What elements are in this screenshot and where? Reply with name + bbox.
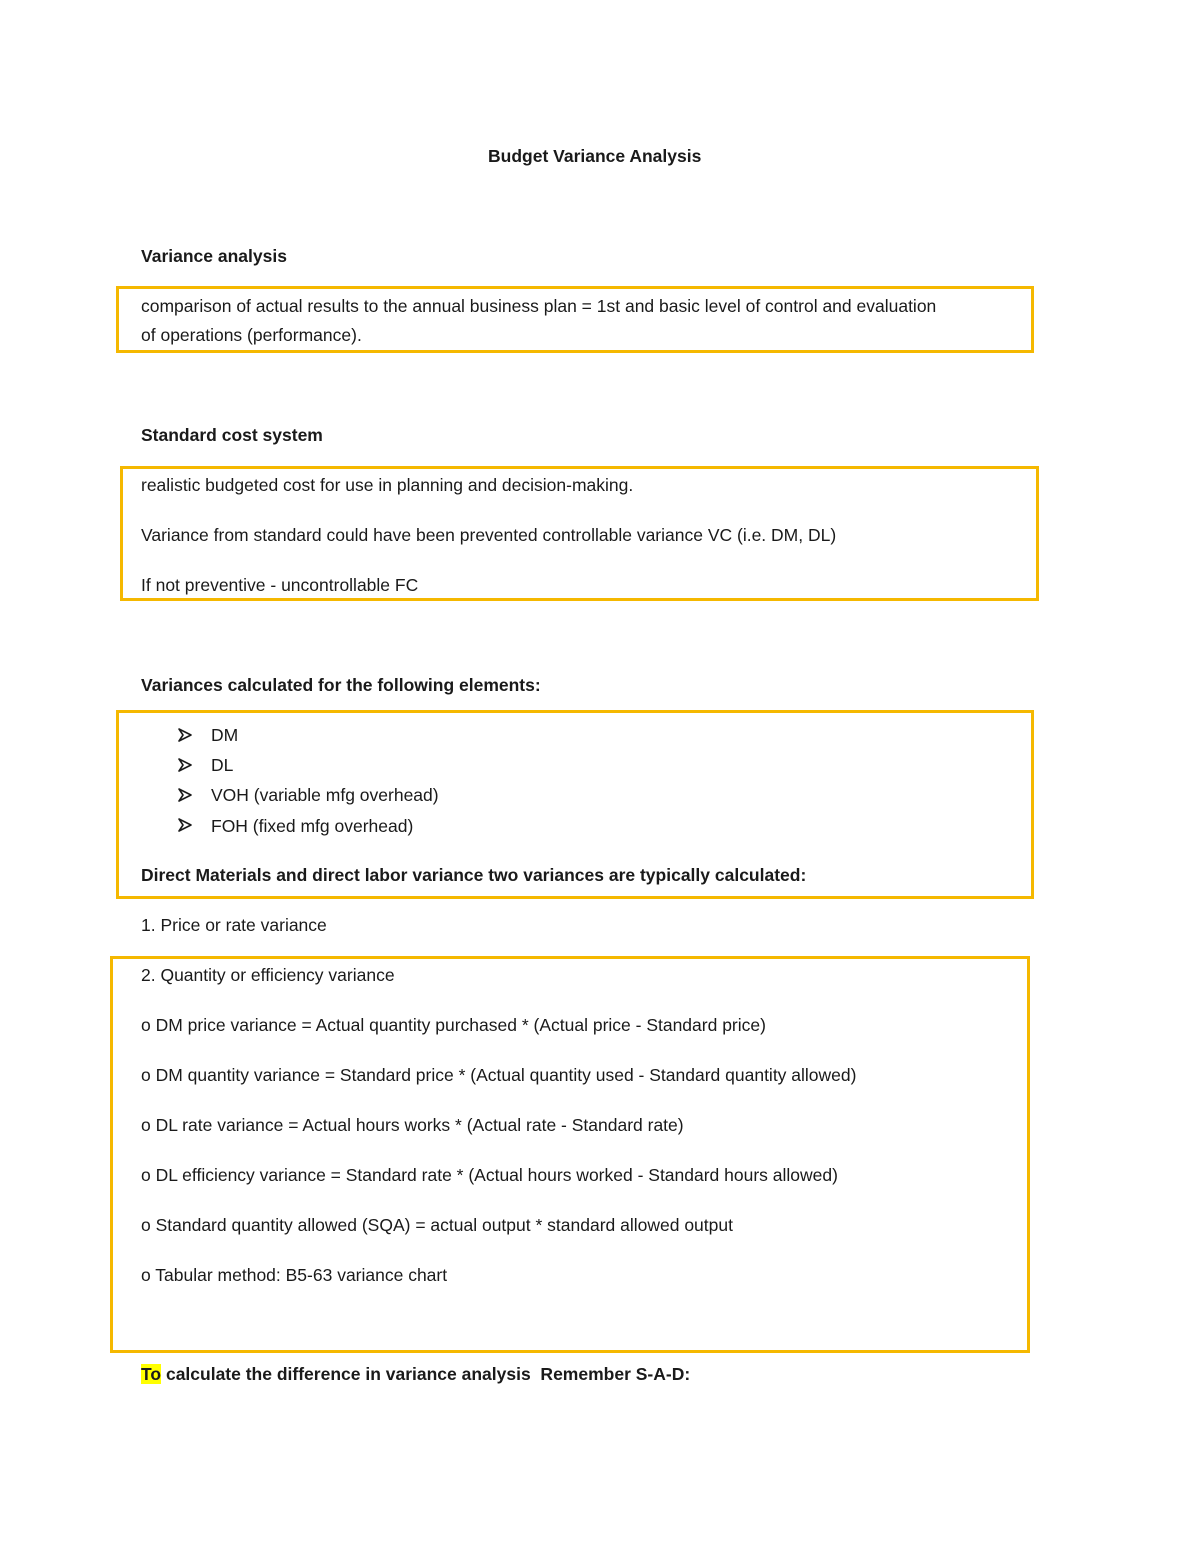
standard-cost-text-1: realistic budgeted cost for use in planning and decision-making.	[141, 475, 634, 495]
arrow-bullet-icon	[177, 817, 193, 833]
sad-reminder-line	[141, 1359, 690, 1389]
formula-dl-rate-variance: o DL rate variance = Actual hours works * (Actual rate - Standard rate)	[141, 1115, 684, 1135]
formula-dl-efficiency-variance: o DL efficiency variance = Standard rate * (Actual hours worked - Standard hours allowed)	[141, 1165, 838, 1185]
standard-cost-text-3: If not preventive - uncontrollable FC	[141, 575, 419, 595]
variance-analysis-text-2: of operations (performance).	[141, 325, 362, 345]
heading-variance-analysis: Variance analysis	[141, 246, 287, 266]
sad-reminder-text: calculate the difference in variance analysis Remember S-A-D:	[161, 1364, 691, 1384]
formula-dm-price-variance: o DM price variance = Actual quantity purchased * (Actual price - Standard price)	[141, 1015, 766, 1035]
highlighted-word: To	[141, 1364, 162, 1384]
bullet-item-dm: DM	[211, 725, 239, 745]
arrow-bullet-icon	[177, 727, 193, 743]
dm-dl-variance-subheading: Direct Materials and direct labor variance two variances are typically calculated:	[141, 865, 807, 885]
variance-analysis-text-1: comparison of actual results to the annual business plan = 1st and basic level of control and evaluation	[141, 296, 937, 316]
standard-cost-text-2: Variance from standard could have been prevented controllable variance VC (i.e. DM, DL)	[141, 525, 837, 545]
bullet-item-foh: FOH (fixed mfg overhead)	[211, 816, 414, 836]
heading-standard-cost-system: Standard cost system	[141, 425, 323, 445]
bullet-item-dl: DL	[211, 755, 234, 775]
arrow-bullet-icon	[177, 787, 193, 803]
price-rate-variance: 1. Price or rate variance	[141, 915, 327, 935]
tabular-method-note: o Tabular method: B5-63 variance chart	[141, 1265, 448, 1285]
formula-dm-quantity-variance: o DM quantity variance = Standard price * (Actual quantity used - Standard quantity allowed)	[141, 1065, 857, 1085]
quantity-efficiency-heading: 2. Quantity or efficiency variance	[141, 965, 395, 985]
heading-variance-elements: Variances calculated for the following elements:	[141, 675, 541, 695]
arrow-bullet-icon	[177, 757, 193, 773]
document-title: Budget Variance Analysis	[488, 146, 702, 166]
formula-standard-quantity-allowed: o Standard quantity allowed (SQA) = actual output * standard allowed output	[141, 1215, 733, 1235]
bullet-item-voh: VOH (variable mfg overhead)	[211, 785, 439, 805]
